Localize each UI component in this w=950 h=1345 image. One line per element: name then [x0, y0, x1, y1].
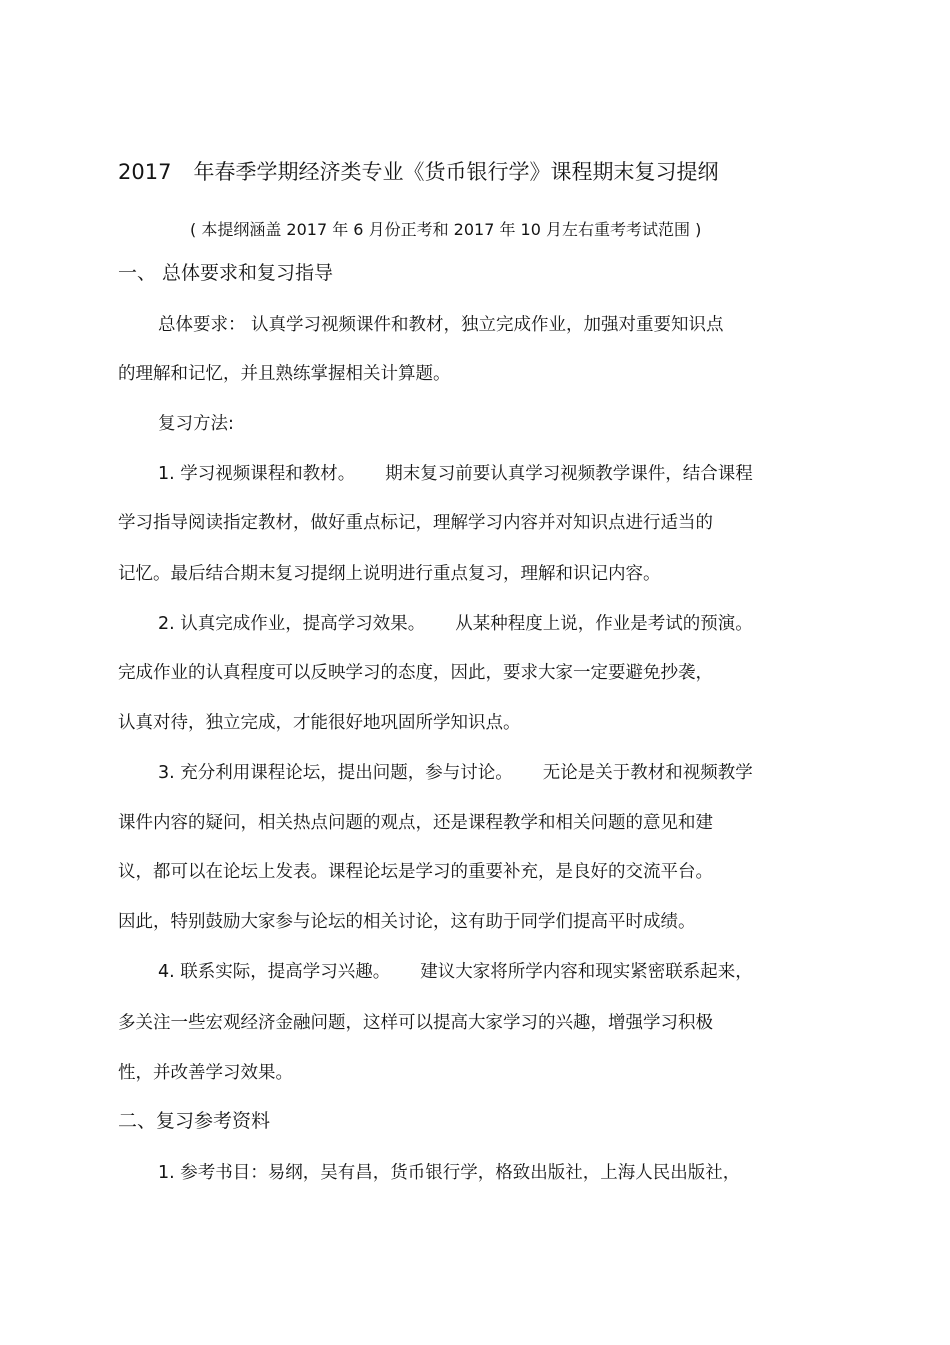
- requirement-line-1: 总体要求： 认真学习视频课件和教材，独立完成作业，加强对重要知识点: [158, 315, 724, 335]
- item3-head: 3. 充分利用课程论坛，提出问题，参与讨论。: [158, 763, 513, 783]
- document-title: [118, 158, 718, 186]
- title-year: 2017: [118, 160, 172, 184]
- title-text: 年春季学期经济类专业《货币银行学》课程期末复习提纲: [193, 160, 719, 184]
- item4-head: 4. 联系实际，提高学习兴趣。: [158, 962, 391, 982]
- item2-head: 2. 认真完成作业，提高学习效果。: [158, 614, 426, 634]
- item4-line-1: [158, 960, 753, 984]
- item2-line-1: [158, 612, 753, 636]
- requirement-line-2: 的理解和记忆，并且熟练掌握相关计算题。: [118, 364, 451, 384]
- item4-line1-rest: 建议大家将所学内容和现实紧密联系起来，: [420, 962, 753, 982]
- method-label: 复习方法:: [158, 414, 234, 434]
- item1-head: 1. 学习视频课程和教材。: [158, 464, 356, 484]
- item3-line1-rest: 无论是关于教材和视频教学: [542, 763, 753, 783]
- section-heading-2: 二、复习参考资料: [118, 1110, 271, 1132]
- document-subtitle: ( 本提纲涵盖 2017 年 6 月份正考和 2017 年 10 月左右重考考试范围 ): [190, 220, 702, 239]
- item2-line-3: 认真对待，独立完成，才能很好地巩固所学知识点。: [118, 713, 521, 733]
- item3-line-1: [158, 761, 753, 785]
- item1-line1-rest: 期末复习前要认真学习视频教学课件，结合课程: [385, 464, 753, 484]
- item4-line-2: 多关注一些宏观经济金融问题，这样可以提高大家学习的兴趣，增强学习积极: [118, 1013, 713, 1033]
- item2-line1-rest: 从某种程度上说，作业是考试的预演。: [455, 614, 753, 634]
- reference-item-1: 1. 参考书目：易纲，吴有昌，货币银行学，格致出版社，上海人民出版社，: [158, 1163, 741, 1183]
- item1-line-1: [158, 462, 753, 486]
- item2-line-2: 完成作业的认真程度可以反映学习的态度，因此，要求大家一定要避免抄袭，: [118, 663, 713, 683]
- item1-line-2: 学习指导阅读指定教材，做好重点标记，理解学习内容并对知识点进行适当的: [118, 513, 713, 533]
- item3-line-2: 课件内容的疑问，相关热点问题的观点，还是课程教学和相关问题的意见和建: [118, 813, 713, 833]
- item4-line-3: 性，并改善学习效果。: [118, 1063, 293, 1083]
- item3-line-3: 议，都可以在论坛上发表。课程论坛是学习的重要补充，是良好的交流平台。: [118, 862, 713, 882]
- item1-line-3: 记忆。最后结合期末复习提纲上说明进行重点复习，理解和识记内容。: [118, 564, 661, 584]
- item3-line-4: 因此，特别鼓励大家参与论坛的相关讨论，这有助于同学们提高平时成绩。: [118, 912, 696, 932]
- section-heading-1: 一、 总体要求和复习指导: [118, 262, 334, 284]
